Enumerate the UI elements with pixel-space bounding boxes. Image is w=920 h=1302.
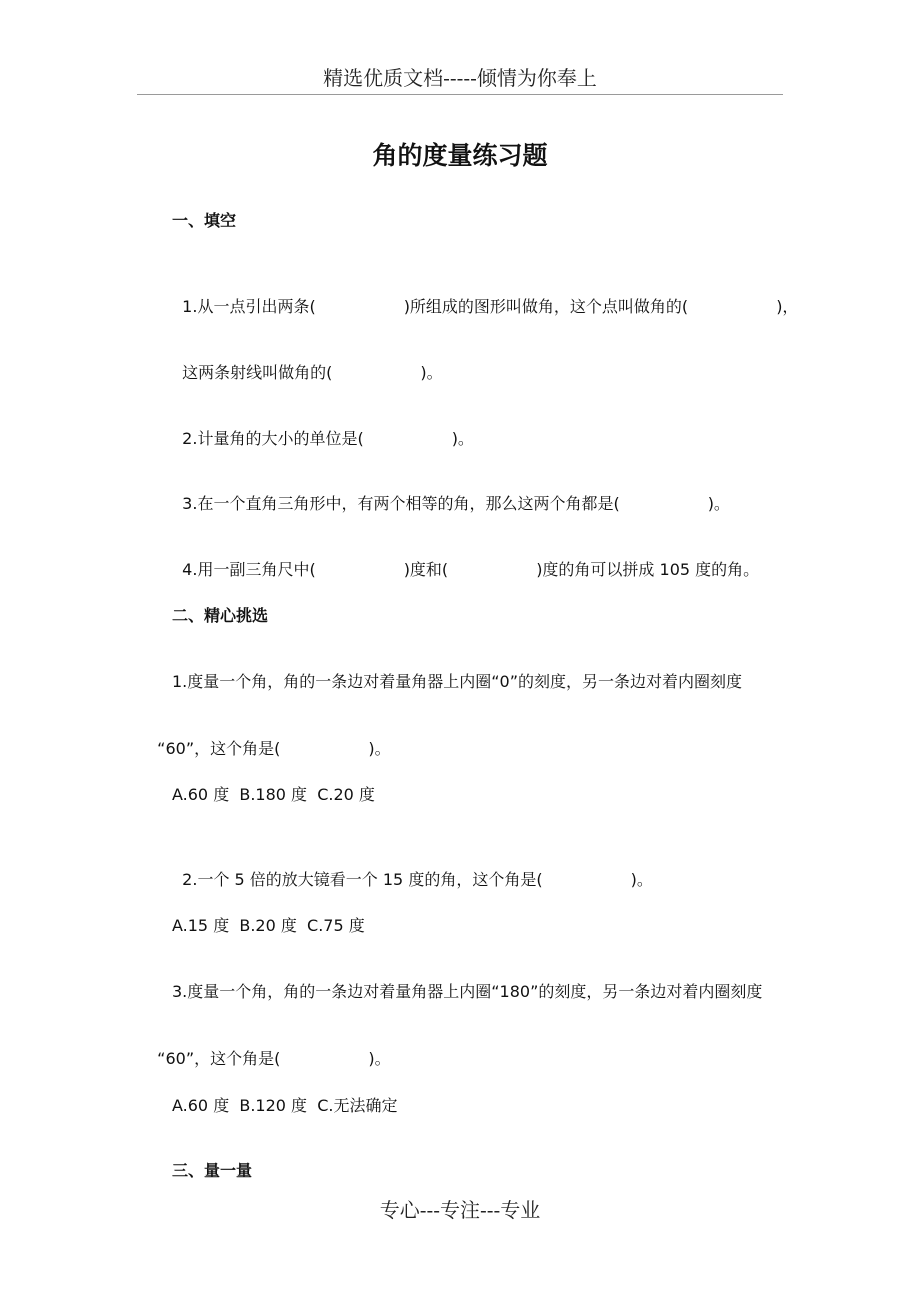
page-title: 角的度量练习题: [372, 141, 548, 170]
question-text: 这两条射线叫做角的(: [182, 363, 333, 382]
section-heading-fill: 一、填空: [172, 211, 237, 230]
question-text: )。: [630, 870, 653, 889]
question-text: 1.从一点引出两条(: [182, 297, 316, 316]
question-choose-2: [172, 848, 653, 890]
question-fill-4: [172, 538, 759, 580]
header-divider: [137, 94, 783, 95]
question-fill-1: [172, 275, 798, 317]
section-heading-choose: 二、精心挑选: [172, 606, 269, 625]
question-choose-3-continued: [147, 1027, 391, 1069]
question-fill-3: [172, 472, 730, 514]
question-text: 2.计量角的大小的单位是(: [182, 429, 364, 448]
question-text: )，: [776, 297, 799, 316]
question-text: “60”，这个角是(: [157, 739, 281, 758]
question-text: “60”，这个角是(: [157, 1049, 281, 1068]
options-choose-1: A.60 度 B.180 度 C.20 度: [172, 785, 375, 804]
section-heading-measure: 三、量一量: [172, 1161, 253, 1180]
question-text: 3.在一个直角三角形中，有两个相等的角，那么这两个角都是(: [182, 494, 620, 513]
question-fill-1-continued: [172, 341, 443, 383]
question-choose-1-continued: [147, 717, 391, 759]
question-text: )。: [451, 429, 474, 448]
question-choose-1: 1.度量一个角，角的一条边对着量角器上内圈“0”的刻度，另一条边对着内圈刻度: [172, 672, 743, 691]
question-text: )。: [707, 494, 730, 513]
question-text: 4.用一副三角尺中(: [182, 560, 316, 579]
question-text: )。: [420, 363, 443, 382]
question-text: )所组成的图形叫做角，这个点叫做角的(: [403, 297, 689, 316]
question-choose-3: 3.度量一个角，角的一条边对着量角器上内圈“180”的刻度，另一条边对着内圈刻度: [172, 982, 763, 1001]
options-choose-3: A.60 度 B.120 度 C.无法确定: [172, 1096, 398, 1115]
page-footer: 专心---专注---专业: [379, 1198, 541, 1222]
question-text: )。: [368, 739, 391, 758]
question-fill-2: [172, 407, 474, 449]
question-text: )度和(: [403, 560, 449, 579]
question-text: 2.一个 5 倍的放大镜看一个 15 度的角，这个角是(: [182, 870, 543, 889]
page-header: 精选优质文档-----倾情为你奉上: [323, 66, 597, 90]
question-text: )。: [368, 1049, 391, 1068]
options-choose-2: A.15 度 B.20 度 C.75 度: [172, 916, 365, 935]
question-text: )度的角可以拼成 105 度的角。: [536, 560, 760, 579]
